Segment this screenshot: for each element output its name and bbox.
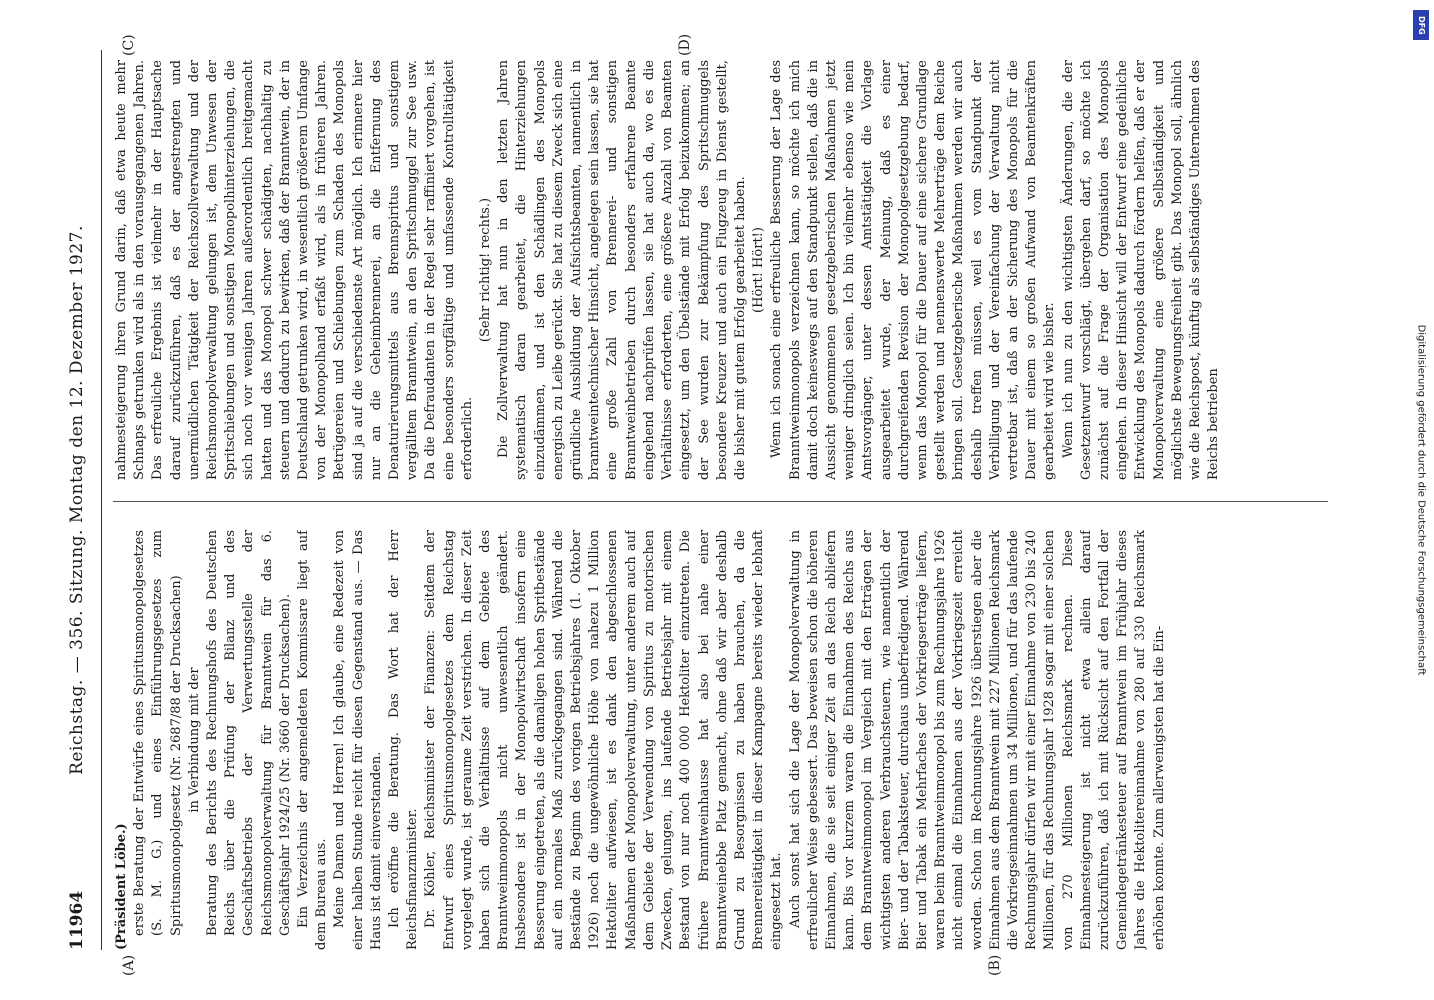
dfg-logo: DFG [1413,10,1429,40]
left-column-paragraph: Ein Verzeichnis der angemeldeten Kommissare liegt auf dem Bureau aus. [296,530,330,950]
margin-marker-d: (D) [677,33,693,56]
rotated-page [57,33,1377,976]
margin-marker-c: (C) [121,34,137,56]
right-column-paragraph: Wenn ich nun zu den wichtigsten Änderungen, die der Gesetzentwurf vorschlägt, übergehen darf, so möchte ich zunächst auf die Frage der Organisation des Monopols eingehen. In dieser Hinsicht will der Entwurf eine gedeihliche Entwicklung des Monopols dadurch fördern helfen, daß er der Monopolverwaltung eine größere Selbständigkeit und möglichste Bewegungsfreiheit gibt. Das Monopol soll, ähnlich wie die Reichspost, künftig als selbständiges Unternehmen des Reichs betrieben [1060,60,1222,480]
left-column-paragraph: Dr. Köhler, Reichsminister der Finanzen: Seitdem der Entwurf eines Spiritusmonopolgesetzes dem Reichstag vorgelegt wurde, ist geraume Zeit verstrichen. In dieser Zeit haben sich die Verhältnisse auf dem Gebiete des Branntweinmonopols nicht unwesentlich geändert. Insbesondere ist in der Monopolwirtschaft insofern eine Besserung eingetreten, als die damaligen hohen Spritbestände auf ein normales Maß zurückgegangen sind. Während die Bestände zu Beginn des vorigen Betriebsjahres (1. Oktober 1926) noch die ungewöhnliche Höhe von nahezu 1 Million Hektoliter aufwiesen, ist es dank den abgeschlossenen Maßnahmen der Monopolverwaltung, unter anderem auch auf dem Gebiete der Verwendung von Spiritus zu motorischen Zwecken, gelungen, ins laufende Betriebsjahr mit einem Bestand von nur noch 400 000 Hektoliter einzutreten. Die frühere Branntweinhausse hat also bei nahe einer Branntweinebbe Platz gemacht, ohne daß wir aber deshalb Grund zu Besorgnissen zu haben brauchen, da die Brennereitätigkeit in dieser Kampagne bereits wieder lebhaft eingesetzt hat. [423,530,785,950]
left-column-paragraph: Auch sonst hat sich die Lage der Monopolverwaltung in erfreulicher Weise gebessert. Das beweisen schon die höheren Einnahmen, die sie seit einiger Zeit an das Reich abliefern kann. Bis vor kurzem waren die Einnahmen des Reichs aus dem Branntweinmonopol im Vergleich mit den Erträgen der wichtigsten anderen Verbrauchsteuern, wie namentlich der Bier- und der Tabaksteuer, durchaus unbefriedigend. Während Bier und Tabak ein Mehrfaches der Vorkriegserträge liefern, waren beim Branntweinmonopol bis zum Rechnungsjahre 1926 nicht einmal die Einnahmen aus der Vorkriegszeit erreicht worden. Schon im Rechnungsjahre 1926 überstiegen aber die Einnahmen aus dem Branntwein mit 227 Millionen Reichsmark die Vorkriegseinnahmen um 34 Millionen, und für das laufende Rechnungsjahr dürfen wir mit einer Einnahme von 230 bis 240 Millionen, für das Rechnungsjahr 1928 sogar mit einer solchen von 270 Millionen Reichsmark rechnen. Diese Einnahmesteigerung ist nicht etwa allein darauf zurückzuführen, daß ich mit Rücksicht auf den Fortfall der Gemeindegetränkesteuer auf Branntwein im Frühjahr dieses Jahres die Hektolitereinnahme von 280 auf 330 Reichsmark erhöhen konnte. Zum allerwenigsten hat die Ein- [787,530,1167,950]
right-column-paragraph: (Hört! Hört!) [751,227,767,313]
left-column-paragraph: Ich eröffne die Beratung. Das Wort hat der Herr Reichsfinanzminister. [387,530,421,950]
right-column-paragraph: nahmesteigerung ihren Grund darin, daß etwa heute mehr Schnaps getrunken wird als in den vorausgegangenen Jahren. Das erfreuliche Ergebnis ist vielmehr in der Hauptsache darauf zurückzuführen, daß es der angestrengten und unermüdlichen Tätigkeit der Reichszollverwaltung und der Reichsmonopolverwaltung gelungen ist, dem Unwesen der Spritschiebungen und sonstigen Monopolhinterziehungen, die sich noch vor wenigen Jahren außerordentlich breitgemacht hatten und das Monopol schwer schädigten, nachhaltig zu steuern und dadurch zu bewirken, daß der Branntwein, der in Deutschland getrunken wird, in wesentlich größerem Umfange von der Monopolhand erfaßt wird, als in früheren Jahren. Betrügereien und Schiebungen zum Schaden des Monopols sind ja auf die verschiedenste Art möglich. Ich erinnere hier nur an die Geheimbrennerei, an die Entfernung des Denaturierungsmittels aus Brennspiritus und sonstigem vergälltem Branntwein, an den Spritschmuggel zur See usw. Da die Defraudanten in der Regel sehr raffiniert vorgehen, ist eine besonders sorgfältige und umfassende Kontrolltätigkeit erforderlich. [114,60,475,480]
left-column-paragraph: Beratung des Berichts des Rechnungshofs des Deutschen Reichs über die Prüfung der Bilanz und des Geschäftsbetriebs der Verwertungsstelle der Reichsmonopolverwaltung für Branntwein für das 6. Geschäftsjahr 1924/25 (Nr. 3660 der Drucksachen). [205,530,293,936]
margin-marker-b: (B) [987,954,1003,976]
left-column-paragraph: in Verbindung mit der [186,667,202,813]
header-rule [101,50,102,950]
right-column-paragraph: Wenn ich sonach eine erfreuliche Besserung der Lage des Branntweinmonopols verzeichnen kann, so möchte ich mich damit doch keineswegs auf den Standpunkt stellen, daß die in Aussicht genommenen gesetzgeberischen Maßnahmen jetzt weniger dringlich seien. Ich bin vielmehr ebenso wie mein Amtsvorgänger, unter dessen Amtstätigkeit die Vorlage ausgearbeitet wurde, der Meinung, daß es einer durchgreifenden Revision der Monopolgesetzgebung bedarf, wenn das Monopol für die Dauer auf eine sichere Grundlage gestellt werden und nennenswerte Mehrerträge dem Reiche bringen soll. Gesetzgeberische Maßnahmen werden wir auch deshalb treffen müssen, weil es vom Standpunkt der Verbilligung und der Vereinfachung der Verwaltung nicht vertretbar ist, daß an der Sicherung des Monopols für die Dauer mit einem so großen Aufwand von Beamtenkräften gearbeitet wird wie bisher. [769,60,1058,480]
margin-marker-a: (A) [121,954,137,976]
column-divider [113,501,1328,502]
page-header [67,50,101,950]
right-column-paragraph: Die Zollverwaltung hat nun in den letzten Jahren systematisch daran gearbeitet, die Hinterziehungen einzudämmen, und ist den Schädlingen des Monopols energisch zu Leibe gerückt. Sie hat zu diesem Zweck sich eine gründliche Ausbildung der Aufsichtsbeamten, namentlich in branntweintechnischer Hinsicht, angelegen sein lassen, sie hat eine große Zahl von Brennerei- und sonstigen Branntweinbetrieben durch besonders erfahrene Beamte eingehend nachprüfen lassen, sie hat auch da, wo es die Verhältnisse erforderten, eine größere Anzahl von Beamten eingesetzt, um den Übelstände mit Erfolg beizukommen; an der See wurden zur Bekämpfung des Spritschmuggels besondere Kreuzer und auch ein Flugzeug in Dienst gestellt, die bisher mit gutem Erfolg gearbeitet haben. [496,60,748,480]
left-column-paragraph: (Präsident Löbe.) [114,823,129,950]
right-column [113,60,1328,480]
newspaper-page [57,33,1377,976]
watermark-text: Digitalisierung gefördert durch die Deutsche Forschungsgemeinschaft [1415,324,1427,676]
digitization-watermark [1412,8,1430,992]
left-column-paragraph: Meine Damen und Herren! Ich glaube, eine Redezeit von einer halben Stunde reicht für diesen Gegenstand aus. — Das Haus ist damit einverstanden. [332,530,384,950]
page-number: 11964 [67,890,87,950]
running-head: Reichstag. — 356. Sitzung. Montag den 12. Dezember 1927. [67,225,87,775]
right-column-paragraph: (Sehr richtig! rechts.) [478,197,494,343]
left-column [113,530,1328,950]
left-column-paragraph: erste Beratung der Entwürfe eines Spiritusmonopolgesetzes (S. M. G.) und eines Einführungsgesetzes zum Spiritusmonopolgesetz (Nr. 2687/88 der Drucksachen) [132,530,184,936]
